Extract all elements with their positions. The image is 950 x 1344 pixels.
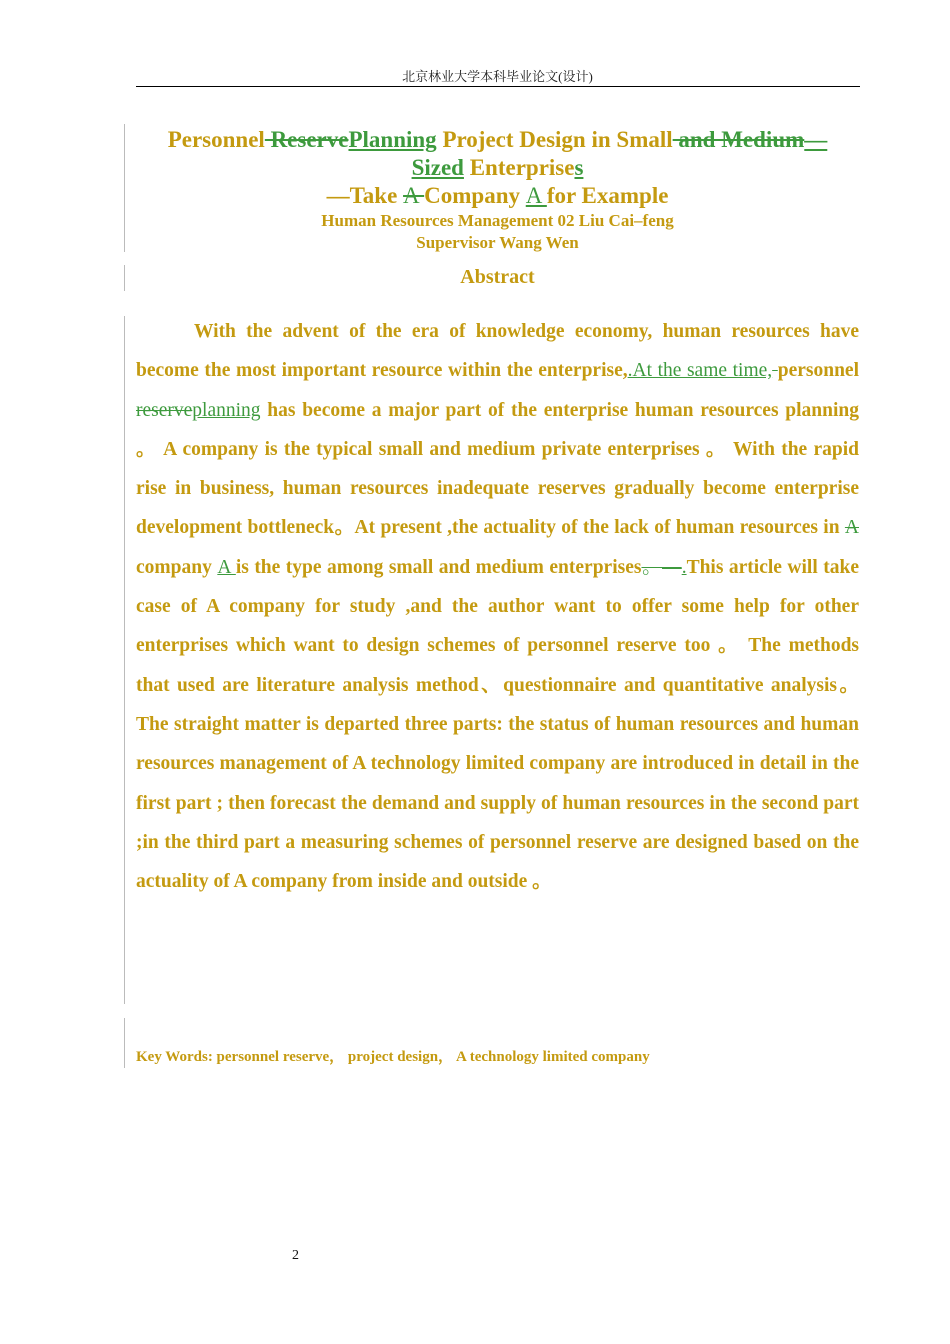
abstract-text: has become a major part of the enterprise human resources planning 。 A company is the typical small and medium private enterprises 。 With the rapid rise in business, human resources inadequate reserves gradually become enterprise development bottleneck。At present ,the actuality of the lack of human resources in — [136, 399, 859, 539]
abstract-paragraph — [136, 312, 859, 901]
supervisor-line: Supervisor Wang Wen — [416, 233, 579, 252]
inserted-text: — — [804, 127, 828, 152]
header-rule — [136, 86, 860, 87]
title-text: Company — [424, 183, 526, 208]
abstract-text: This article will take case of A company for study ,and the author want to offer some help for other enterprises which want to design schemes of personnel reserve too 。 The methods that used are literature analysis method、questionnaire and quantitative analysis。The straight matter is departed three parts: the status of human resources and human resources management of A technology limited company are introduced in detail in the first part ; then forecast the demand and supply of human resources in the second part ;in the third part a measuring schemes of personnel reserve are designed based on the actuality of A company from inside and outside 。 — [136, 556, 859, 893]
abstract-text: personnel — [777, 360, 859, 382]
title-line-2 — [136, 154, 859, 182]
inserted-text: s — [574, 155, 584, 180]
abstract-text: With the advent of the era of knowledge economy, human resources have become the most important resource within the enterprise, — [136, 321, 859, 382]
deleted-text: 。— — [641, 556, 682, 578]
title-text: Project Design in Small — [436, 127, 673, 152]
abstract-text: is the type among small and medium enterprises — [235, 556, 642, 578]
deleted-text: reserve — [136, 399, 193, 421]
change-bar — [124, 316, 125, 1004]
title-line-1 — [136, 126, 859, 154]
title-text: Personnel — [167, 127, 265, 152]
deleted-text: and Medium — [672, 127, 805, 152]
deleted-text: A — [403, 183, 425, 208]
title-text: for Example — [546, 183, 669, 208]
inserted-text: A — [525, 183, 547, 208]
inserted-text: Planning — [348, 127, 437, 152]
inserted-text: Sized — [411, 155, 464, 180]
inserted-text: .At the same time, — [627, 360, 773, 382]
inserted-text: planning — [192, 399, 261, 421]
deleted-text: Reserve — [264, 127, 349, 152]
title-text: —Take — [326, 183, 404, 208]
abstract-text: company — [136, 556, 218, 578]
change-bar — [124, 265, 125, 291]
inserted-text: . — [681, 556, 687, 578]
title-block — [136, 126, 859, 254]
inserted-text: A — [217, 556, 236, 578]
page-number: 2 — [292, 1248, 299, 1263]
change-bar — [124, 124, 125, 252]
change-bar — [124, 1018, 125, 1068]
page-header: 北京林业大学本科毕业论文(设计) — [402, 69, 593, 84]
author-line: Human Resources Management 02 Liu Cai–feng — [321, 211, 674, 230]
keywords-line: Key Words: personnel reserve， project design， A technology limited company — [136, 1049, 650, 1065]
title-text: Enterprise — [463, 155, 575, 180]
title-line-3 — [136, 182, 859, 210]
deleted-text: A — [844, 517, 859, 539]
abstract-heading: Abstract — [460, 266, 535, 288]
